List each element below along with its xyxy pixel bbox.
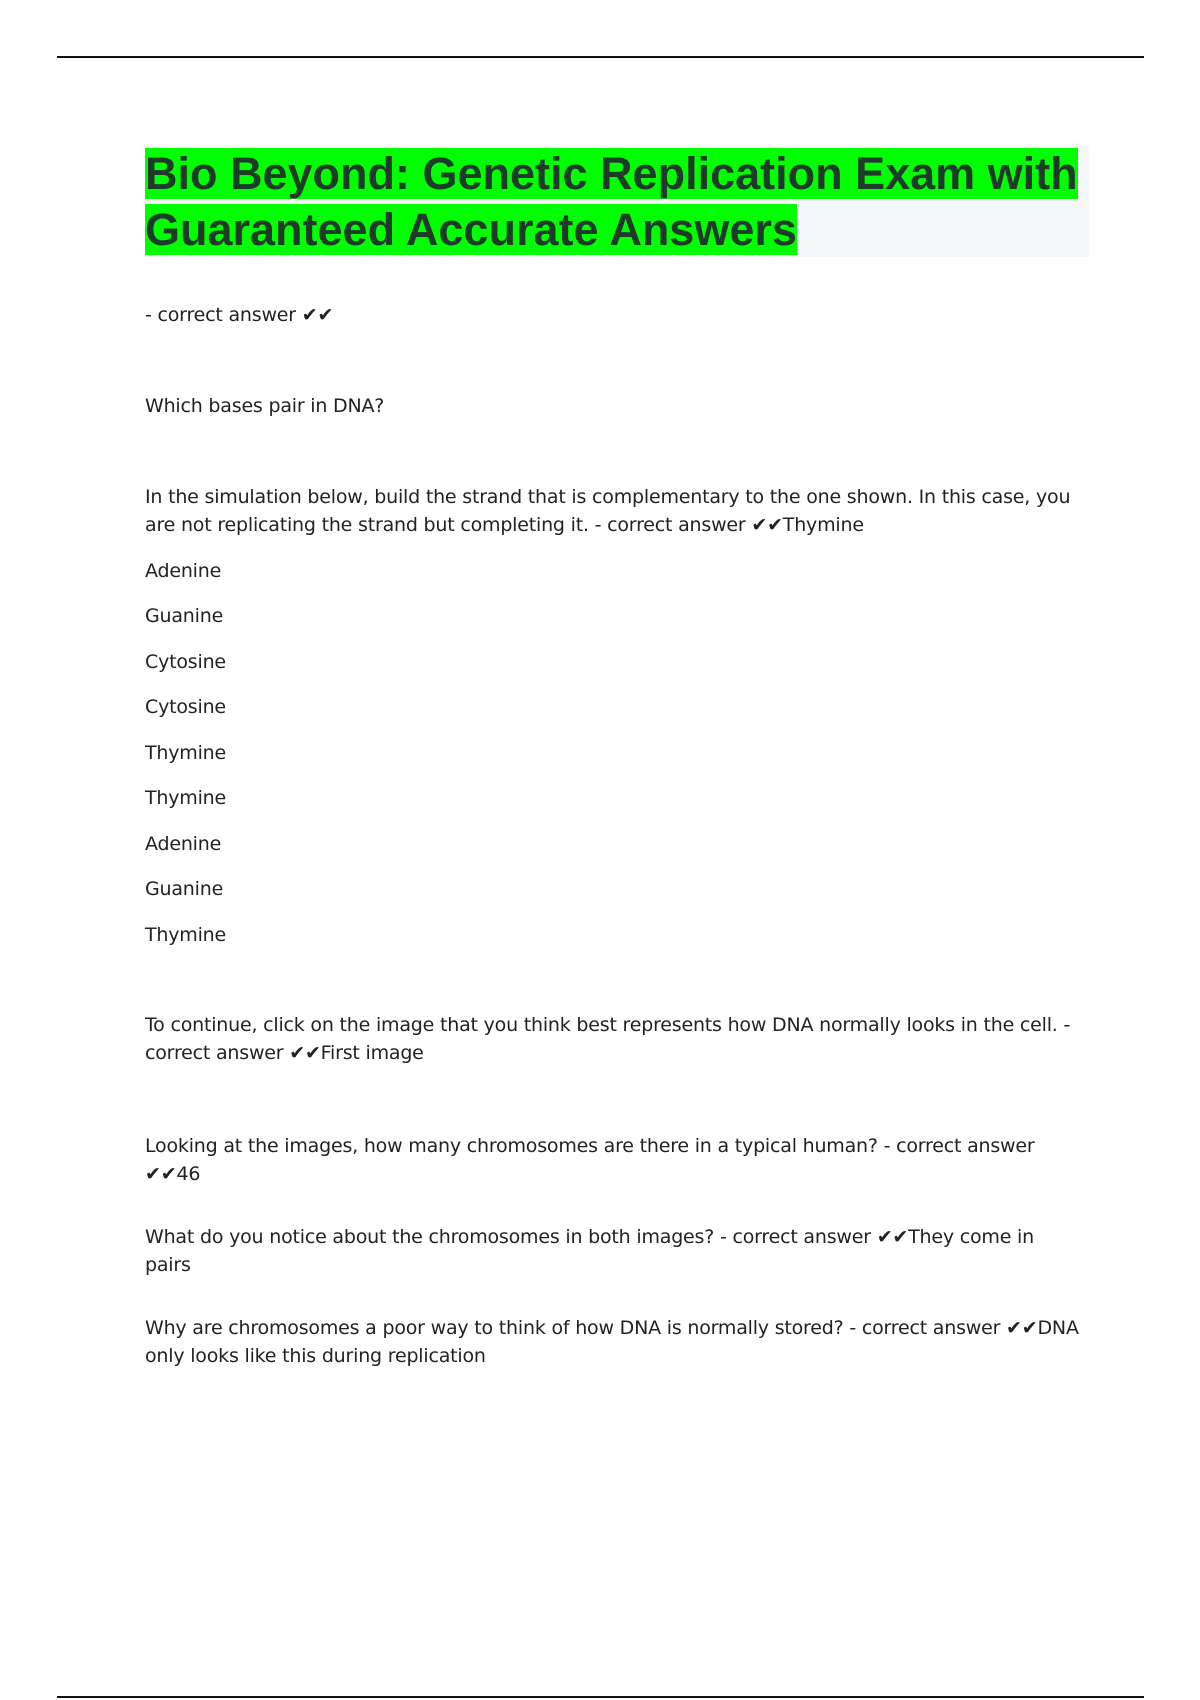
title-block (145, 146, 1089, 257)
question-dna-image: To continue, click on the image that you think best represents how DNA normally looks in the cell. - correct answer ✔✔First image (145, 1014, 1071, 1064)
base-item: Guanine (145, 605, 224, 627)
question-chromosome-pairs: What do you notice about the chromosomes in both images? - correct answer ✔✔They come in pairs (145, 1226, 1034, 1276)
base-item: Adenine (145, 833, 222, 855)
question-dna-storage: Why are chromosomes a poor way to think of how DNA is normally stored? - correct answer ✔✔DNA only looks like this during replication (145, 1317, 1079, 1367)
base-item: Cytosine (145, 696, 226, 718)
question-complementary-strand: In the simulation below, build the strand that is complementary to the one shown. In this case, you are not replicating the strand but completing it. - correct answer ✔✔Thymine (145, 486, 1071, 536)
answer-line: - correct answer ✔✔ (145, 304, 334, 326)
document-title (145, 146, 1089, 258)
base-item: Thymine (145, 924, 227, 946)
base-item: Thymine (145, 787, 227, 809)
top-divider (57, 56, 1144, 58)
base-item: Adenine (145, 560, 222, 582)
base-item: Guanine (145, 878, 224, 900)
base-item: Cytosine (145, 651, 226, 673)
question-base-pairs: Which bases pair in DNA? (145, 395, 385, 417)
question-chromosome-count: Looking at the images, how many chromosomes are there in a typical human? - correct answer ✔✔46 (145, 1135, 1035, 1185)
bottom-divider (57, 1696, 1144, 1698)
title-highlight: Bio Beyond: Genetic Replication Exam with Guaranteed Accurate Answers (145, 148, 1078, 255)
base-item: Thymine (145, 742, 227, 764)
